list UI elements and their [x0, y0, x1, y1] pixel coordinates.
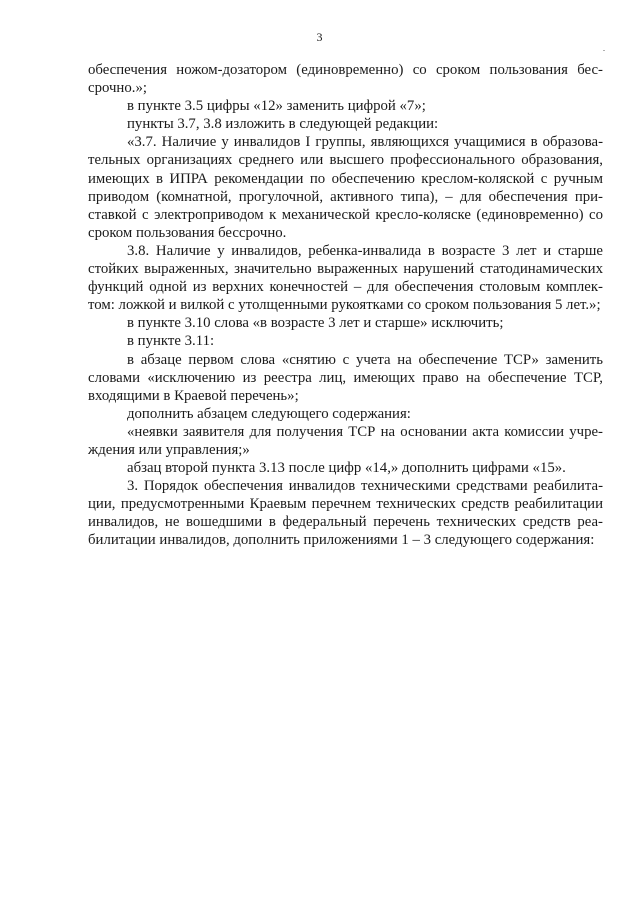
paragraph: в пункте 3.11:	[127, 333, 215, 350]
paragraph: «неявки заявителя для получения ТСР на основании акта комиссии учре-ждения или управления;»	[88, 423, 603, 458]
scan-artifact	[603, 50, 605, 51]
paragraph: пункты 3.7, 3.8 изложить в следующей редакции:	[127, 116, 439, 133]
page-number: 3	[316, 30, 323, 44]
paragraph: 3. Порядок обеспечения инвалидов техническими средствами реабилита-ции, предусмотренными Краевым перечнем технических средств реабилитации инвалидов, не вошедшими в федеральный перечень технических средств реа-билитации инвалидов, дополнить приложениями 1 – 3 следующего содержания:	[88, 478, 603, 549]
paragraph: «3.7. Наличие у инвалидов I группы, являющихся учащимися в образова-тельных организациях среднего или высшего профессионального образования, имеющих в ИПРА рекомендации по обеспечению креслом-коляской с ручным приводом (комнатной, прогулочной, активного типа), – для обеспечения при-ставкой с электроприводом к механической кресло-коляске (единовременно) со сроком пользования бессрочно.	[88, 134, 603, 241]
paragraph: в пункте 3.10 слова «в возрасте 3 лет и старше» исключить;	[127, 315, 504, 332]
paragraph: абзац второй пункта 3.13 после цифр «14,» дополнить цифрами «15».	[127, 460, 566, 477]
paragraph: в абзаце первом слова «снятию с учета на обеспечение ТСР» заменить словами «исключению из реестра лиц, имеющих право на обеспечение ТСР, входящими в Краевой перечень»;	[88, 351, 603, 404]
document-body	[88, 61, 603, 550]
paragraph: в пункте 3.5 цифры «12» заменить цифрой «7»;	[127, 98, 426, 115]
paragraph: дополнить абзацем следующего содержания:	[127, 405, 411, 422]
paragraph: обеспечения ножом-дозатором (единовременно) со сроком пользования бес-срочно.»;	[88, 62, 603, 97]
paragraph: 3.8. Наличие у инвалидов, ребенка-инвалида в возрасте 3 лет и старше стойких выраженных, значительно выраженных нарушений статодинамических функций одной из верхних конечностей – для обеспечения столовым комплек-том: ложкой и вилкой с утолщенными рукоятками со сроком пользования 5 лет.»;	[88, 242, 603, 314]
